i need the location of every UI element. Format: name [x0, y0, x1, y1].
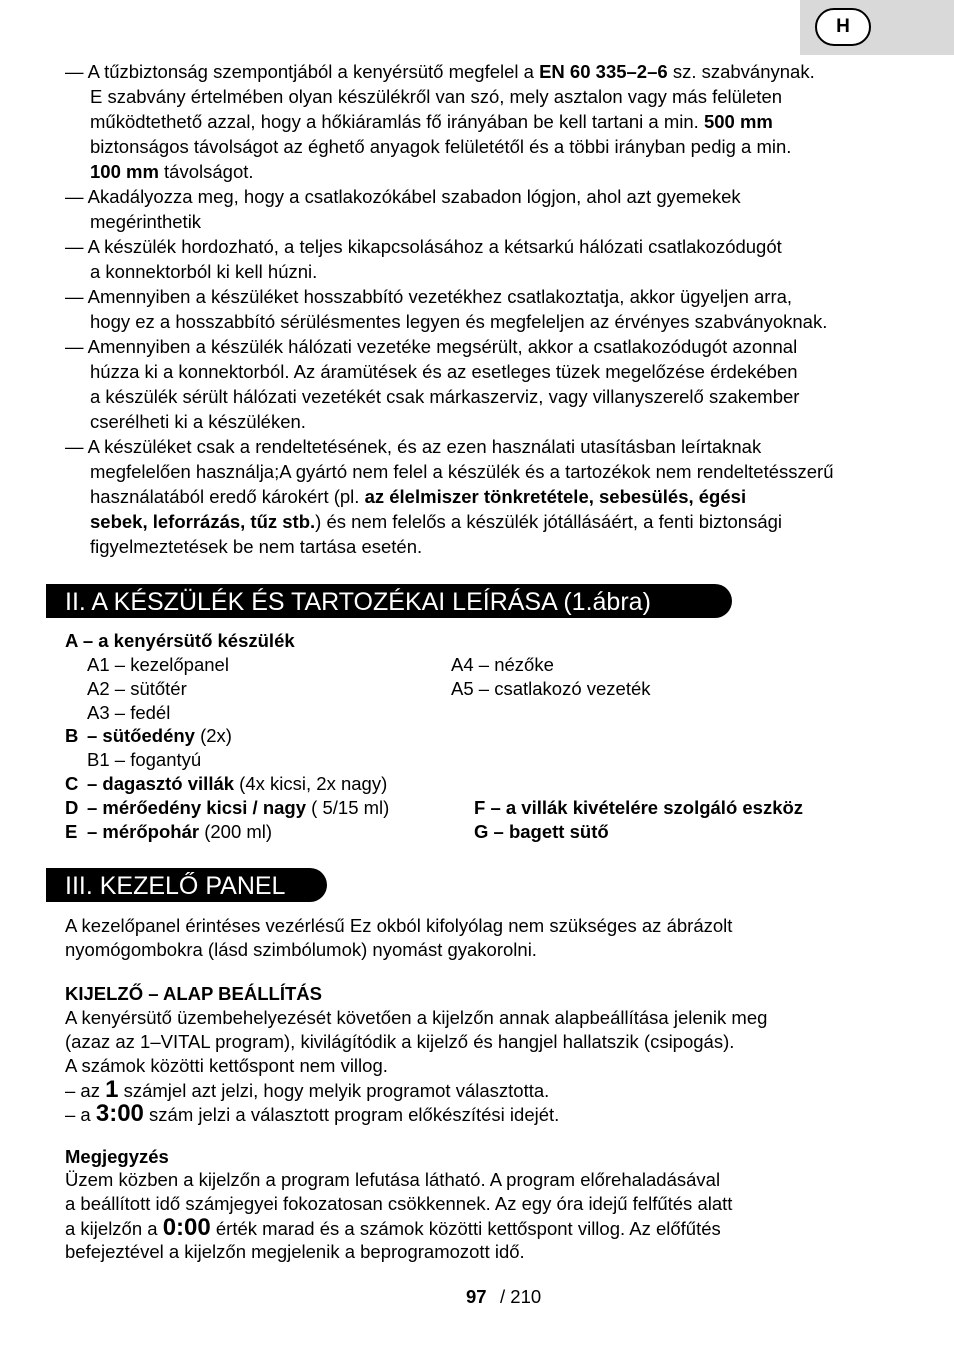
safety-item-1-line-4: biztonságos távolságot az éghető anyagok felületétől és a többi irányban pedig a min.: [90, 136, 792, 157]
safety-item-5-line-2: húzza ki a konnektorból. Az áramütések és az esetleges tüzek megelőzése érdekében: [90, 361, 798, 382]
language-badge: H: [815, 8, 871, 46]
safety-item-5-line-4: cserélheti ki a készüléken.: [90, 411, 306, 432]
part-a5: A5 – csatlakozó vezeték: [451, 678, 651, 699]
section-heading-description: II. A KÉSZÜLÉK ÉS TARTOZÉKAI LEÍRÁSA (1.ábra): [46, 584, 732, 618]
part-c-letter: C: [65, 773, 79, 794]
safety-item-6-line-4: sebek, leforrázás, tűz stb.) és nem felelős a készülék jótállásáért, a fenti biztonsági: [90, 511, 783, 532]
safety-item-6-line-5: figyelmeztetések be nem tartása esetén.: [90, 536, 423, 557]
part-e: – mérőpohár (200 ml): [87, 821, 273, 842]
part-a1: A1 – kezelőpanel: [87, 654, 229, 675]
note-line-3: a kijelzőn a 0:00 érték marad és a számok közötti kettőspont villog. Az előfűtés: [65, 1214, 721, 1241]
safety-item-4-line-2: hogy ez a hosszabbító sérülésmentes legyen és megfeleljen az érvényes szabványoknak.: [90, 311, 828, 332]
part-b-letter: B: [65, 725, 79, 746]
part-a4: A4 – nézőke: [451, 654, 554, 675]
display-line-5: – a 3:00 szám jelzi a választott program előkészítési idejét.: [65, 1100, 560, 1127]
note-line-4: befejeztével a kijelzőn megjelenik a beprogramozott idő.: [65, 1241, 525, 1262]
note-title: Megjegyzés: [65, 1146, 169, 1167]
display-line-4: – az 1 számjel azt jelzi, hogy melyik programot választotta.: [65, 1076, 550, 1103]
safety-item-2-line-1: — Akadályozza meg, hogy a csatlakozókábel szabadon lógjon, ahol azt gyemekek: [65, 186, 741, 207]
part-g: G – bagett sütő: [474, 821, 609, 842]
part-f: F – a villák kivételére szolgáló eszköz: [474, 797, 804, 818]
safety-item-1-line-1: — A tűzbiztonság szempontjából a kenyérsütő megfelel a EN 60 335–2–6 sz. szabványnak.: [65, 61, 815, 82]
safety-item-3-line-2: a konnektorból ki kell húzni.: [90, 261, 318, 282]
part-e-letter: E: [65, 821, 78, 842]
part-a3: A3 – fedél: [87, 702, 171, 723]
part-d-letter: D: [65, 797, 79, 818]
panel-intro-line-2: nyomógombokra (lásd szimbólumok) nyomást gyakorolni.: [65, 939, 537, 960]
part-a2: A2 – sütőtér: [87, 678, 187, 699]
panel-intro-line-1: A kezelőpanel érintéses vezérlésű Ez okból kifolyólag nem szükséges az ábrázolt: [65, 915, 733, 936]
safety-item-6-line-2: megfelelően használja;A gyártó nem felel a készülék és a tartozékok nem rendeltetésszerű: [90, 461, 834, 482]
note-line-1: Üzem közben a kijelzőn a program lefutása látható. A program előrehaladásával: [65, 1169, 721, 1190]
part-b: – sütőedény (2x): [87, 725, 232, 746]
safety-item-1-line-5: 100 mm távolságot.: [90, 161, 254, 182]
part-b1: B1 – fogantyú: [87, 749, 202, 770]
safety-item-5-line-1: — Amennyiben a készülék hálózati vezetéke megsérült, akkor a csatlakozódugót azonnal: [65, 336, 798, 357]
display-title: KIJELZŐ – ALAP BEÁLLÍTÁS: [65, 983, 322, 1004]
safety-item-3-line-1: — A készülék hordozható, a teljes kikapcsolásához a kétsarkú hálózati csatlakozódugót: [65, 236, 782, 257]
safety-item-1-line-2: E szabvány értelmében olyan készülékről van szó, mely asztalon vagy más felületen: [90, 86, 783, 107]
safety-item-2-line-2: megérinthetik: [90, 211, 202, 232]
safety-item-4-line-1: — Amennyiben a készüléket hosszabbító vezetékhez csatlakoztatja, akkor ügyeljen arra,: [65, 286, 793, 307]
part-a-title: A – a kenyérsütő készülék: [65, 630, 295, 651]
display-line-2: (azaz az 1–VITAL program), kivilágítódik a kijelző és hangjel hallatszik (csipogás).: [65, 1031, 735, 1052]
page-number: 97: [466, 1286, 487, 1307]
note-line-2: a beállított idő számjegyei fokozatosan csökkennek. Az egy óra idejű felfűtés alatt: [65, 1193, 733, 1214]
section-heading-control-panel: III. KEZELŐ PANEL: [46, 868, 327, 902]
page-total: / 210: [500, 1286, 542, 1307]
safety-item-6-line-1: — A készüléket csak a rendeltetésének, és az ezen használati utasításban leírtaknak: [65, 436, 762, 457]
safety-item-1-line-3: működtethető azzal, hogy a hőkiáramlás fő irányában be kell tartani a min. 500 mm: [90, 111, 773, 132]
display-line-3: A számok közötti kettőspont nem villog.: [65, 1055, 388, 1076]
safety-item-5-line-3: a készülék sérült hálózati vezetékét csak márkaszerviz, vagy villanyszerelő szakember: [90, 386, 800, 407]
part-c: – dagasztó villák (4x kicsi, 2x nagy): [87, 773, 388, 794]
display-line-1: A kenyérsütő üzembehelyezését követően a kijelzőn annak alapbeállítása jelenik meg: [65, 1007, 768, 1028]
part-d: – mérőedény kicsi / nagy ( 5/15 ml): [87, 797, 390, 818]
safety-item-6-line-3: használatából eredő károkért (pl. az élelmiszer tönkretétele, sebesülés, égési: [90, 486, 747, 507]
